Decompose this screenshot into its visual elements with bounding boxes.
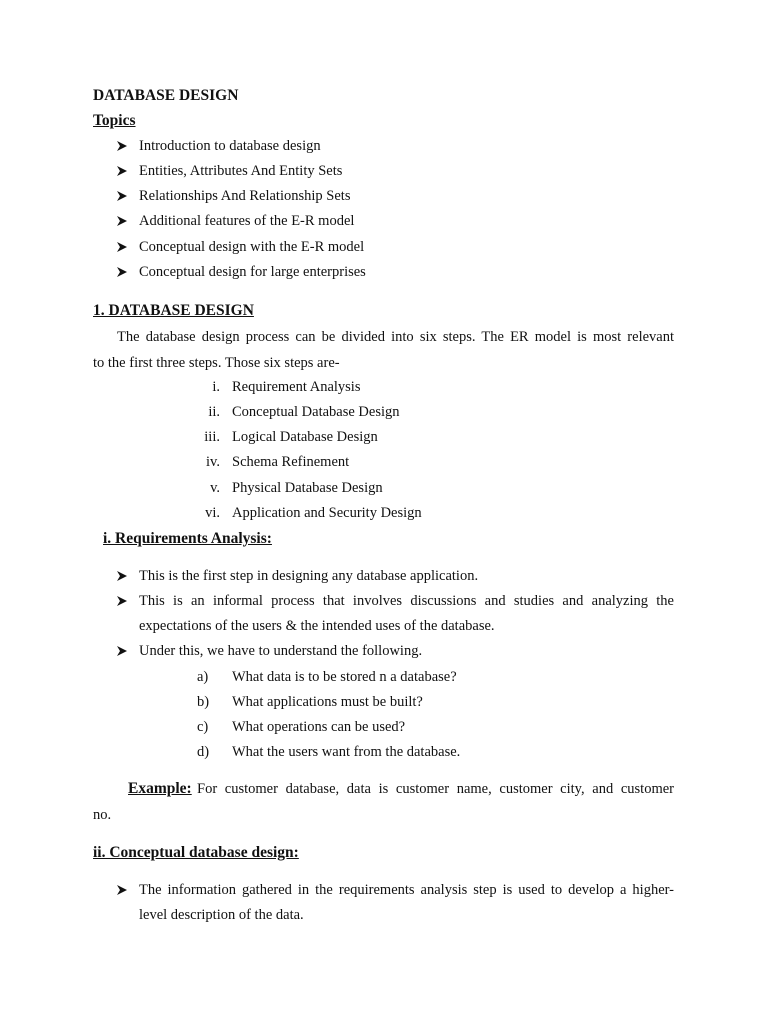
topic-item: Entities, Attributes And Entity Sets [139, 163, 343, 179]
arrow-bullet-icon [116, 263, 128, 281]
sub-item: What operations can be used? [232, 719, 406, 735]
doc-title: DATABASE DESIGN [93, 87, 239, 104]
sub-item: What applications must be built? [232, 694, 423, 710]
paragraph-line: to the first three steps. Those six steps are- [93, 355, 340, 371]
step-number: iii. [204, 429, 220, 445]
topic-item: Conceptual design for large enterprises [139, 264, 366, 280]
topic-item: Introduction to database design [139, 138, 321, 154]
step-number: v. [210, 480, 220, 496]
bullet-text: level description of the data. [139, 907, 304, 923]
example-text: no. [93, 807, 112, 823]
subsection-heading: i. Requirements Analysis: [103, 530, 272, 547]
step-item: Physical Database Design [232, 480, 383, 496]
step-item: Conceptual Database Design [232, 404, 400, 420]
topic-item: Relationships And Relationship Sets [139, 188, 351, 204]
arrow-bullet-icon [116, 592, 128, 610]
step-number: vi. [205, 505, 220, 521]
arrow-bullet-icon [116, 137, 128, 155]
step-number: ii. [208, 404, 220, 420]
arrow-bullet-icon [116, 162, 128, 180]
example-label: Example: [128, 780, 192, 797]
topic-item: Additional features of the E-R model [139, 213, 355, 229]
step-number: i. [212, 379, 220, 395]
step-number: iv. [206, 454, 220, 470]
arrow-bullet-icon [116, 881, 128, 899]
step-item: Schema Refinement [232, 454, 350, 470]
arrow-bullet-icon [116, 567, 128, 585]
sub-number: c) [197, 719, 209, 735]
step-item: Application and Security Design [232, 505, 422, 521]
sub-number: a) [197, 669, 209, 685]
step-item: Requirement Analysis [232, 379, 361, 395]
arrow-bullet-icon [116, 212, 128, 230]
bullet-text: Under this, we have to understand the following. [139, 643, 423, 659]
sub-number: d) [197, 744, 210, 760]
section-heading: 1. DATABASE DESIGN [93, 302, 254, 319]
arrow-bullet-icon [116, 642, 128, 660]
arrow-bullet-icon [116, 187, 128, 205]
example-text: For customer database, data is customer name, customer city, and customer [197, 781, 674, 797]
sub-item: What data is to be stored n a database? [232, 669, 457, 685]
bullet-text: The information gathered in the requirements analysis step is used to develop a higher- [139, 882, 674, 898]
bullet-text: expectations of the users & the intended uses of the database. [139, 618, 495, 634]
topics-heading: Topics [93, 112, 136, 129]
sub-item: What the users want from the database. [232, 744, 461, 760]
bullet-text: This is an informal process that involves discussions and studies and analyzing the [139, 593, 674, 609]
bullet-text: This is the first step in designing any database application. [139, 568, 479, 584]
arrow-bullet-icon [116, 238, 128, 256]
sub-number: b) [197, 694, 210, 710]
step-item: Logical Database Design [232, 429, 378, 445]
paragraph-line: The database design process can be divided into six steps. The ER model is most relevant [117, 329, 674, 345]
subsection-heading: ii. Conceptual database design: [93, 844, 299, 861]
topic-item: Conceptual design with the E-R model [139, 239, 365, 255]
